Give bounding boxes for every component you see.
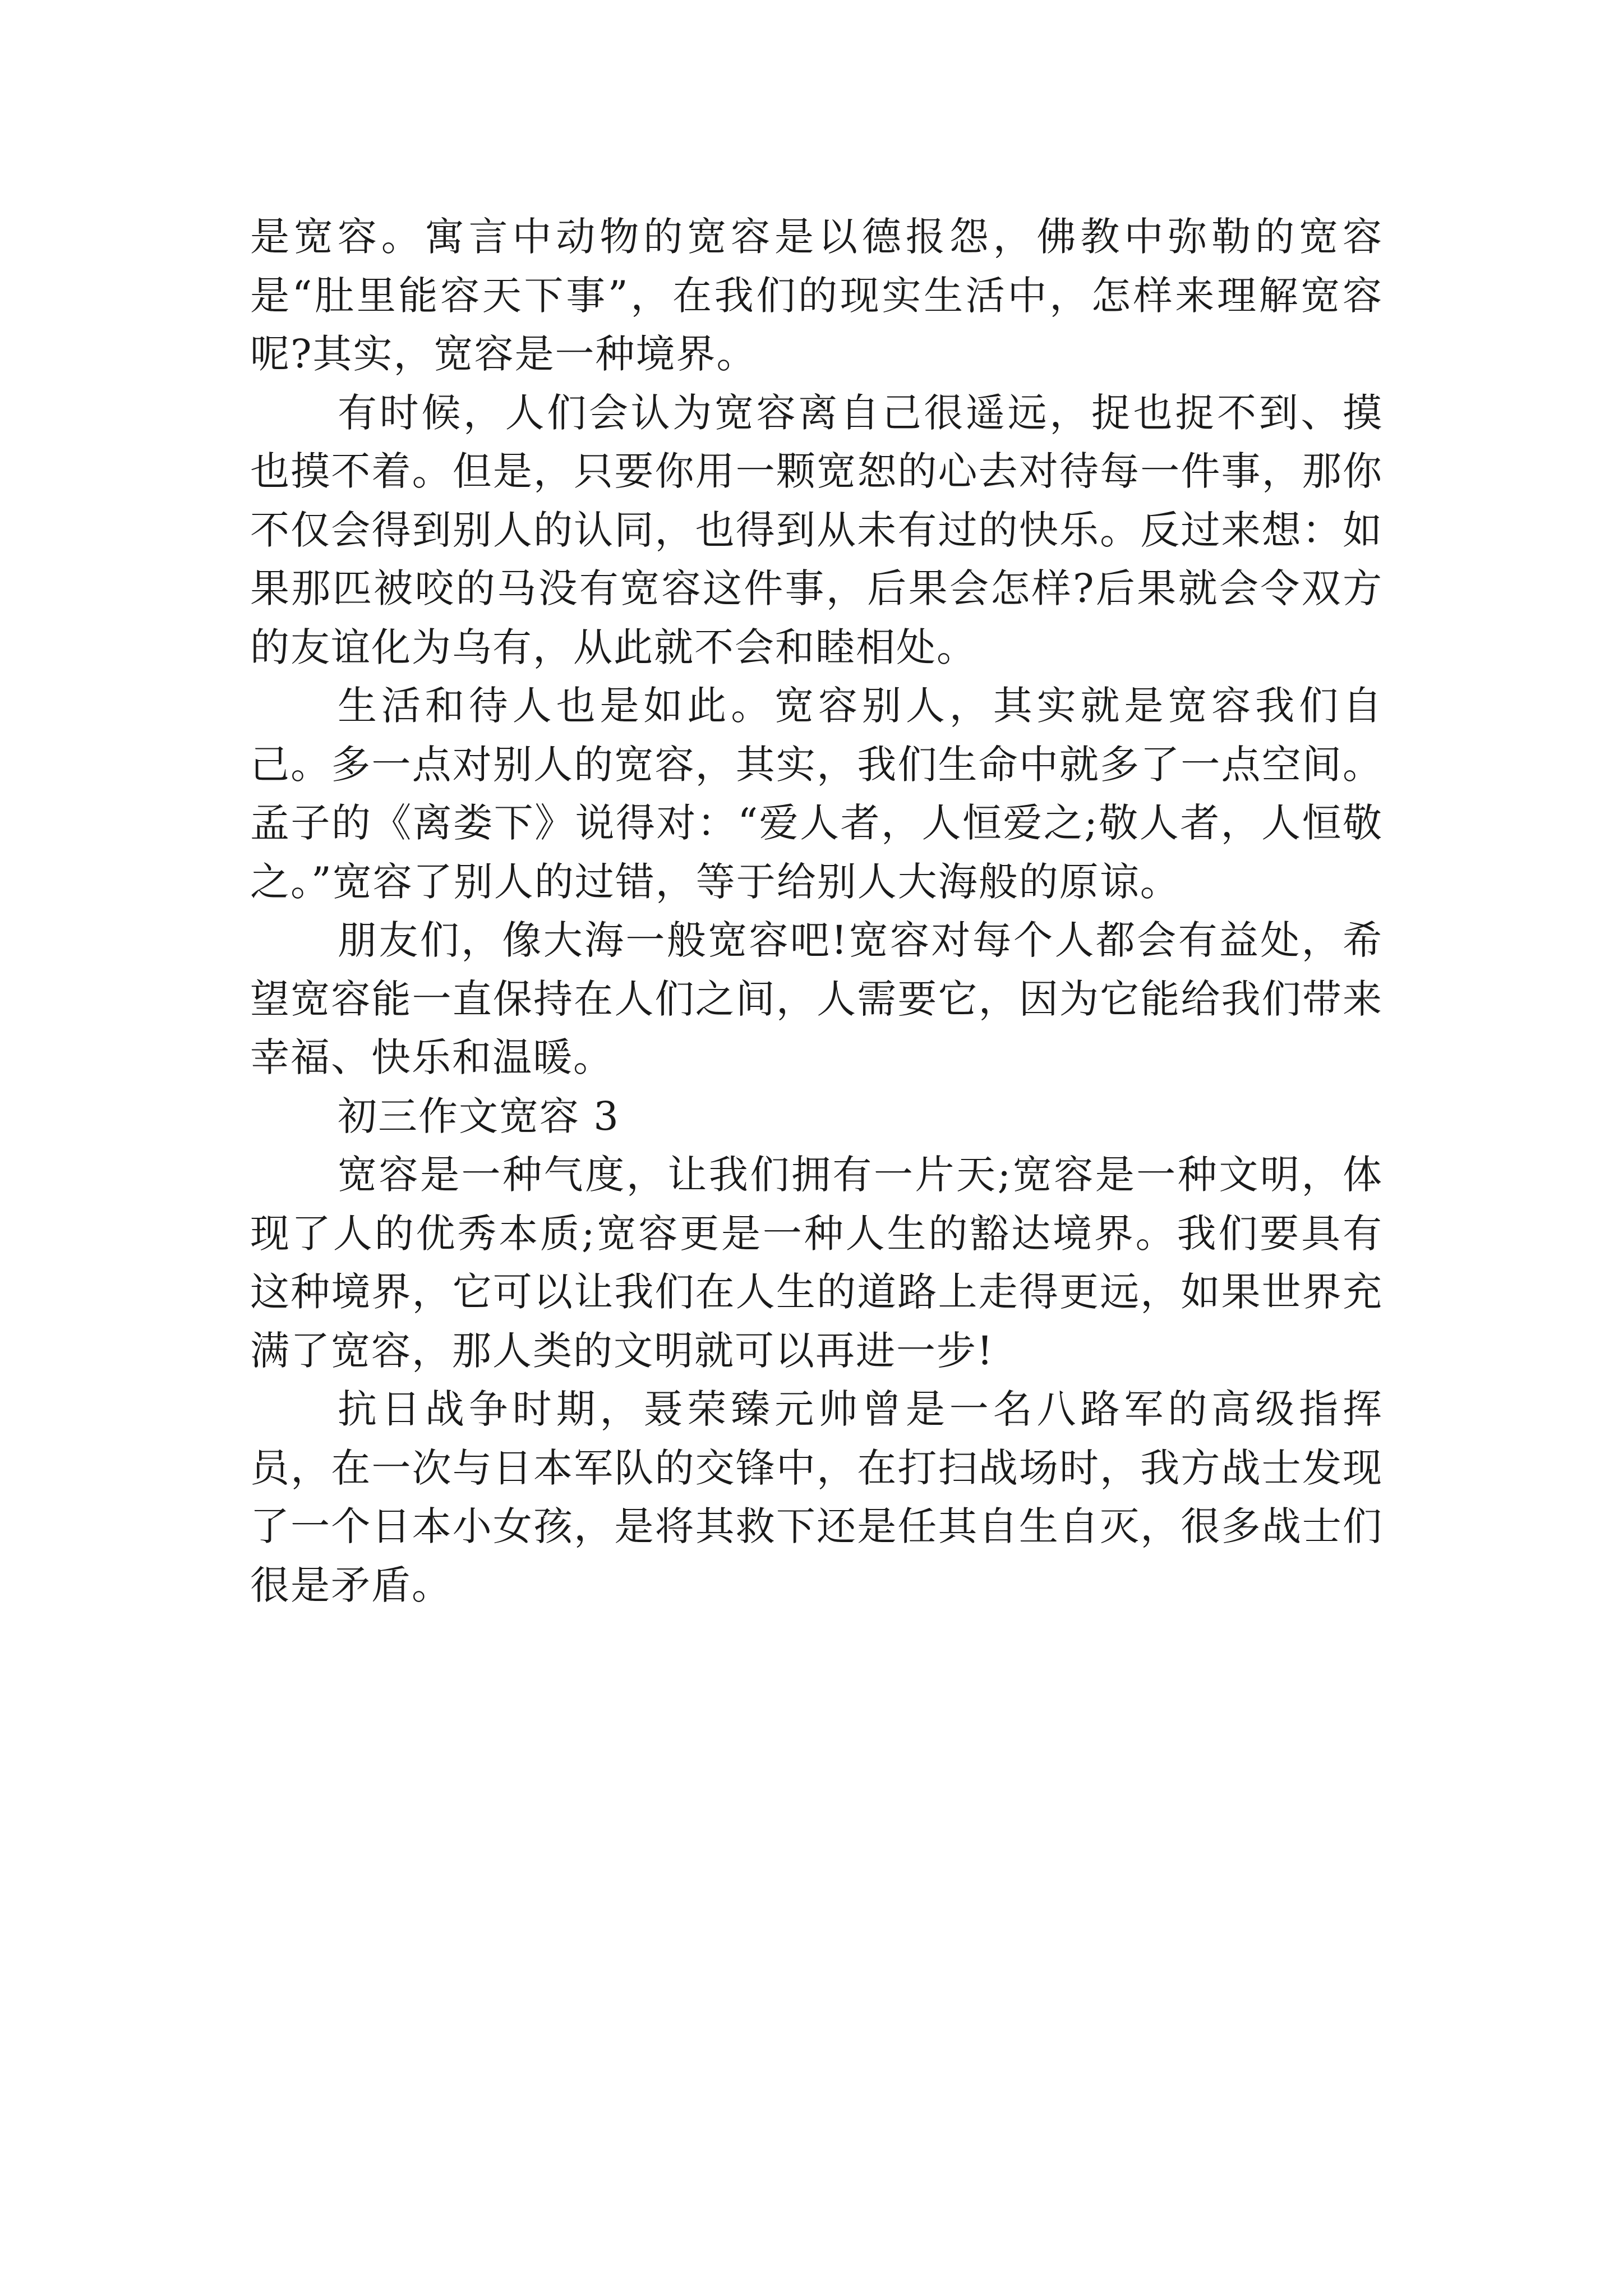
document-body — [250, 208, 1383, 1614]
section-heading: 初三作文宽容 3 — [338, 1093, 620, 1139]
paragraph-life-and-people: 生活和待人也是如此。宽容别人，其实就是宽容我们自己。多一点对别人的宽容，其实，我们生命中就多了一点空间。孟子的《离娄下》说得对：“爱人者，人恒爱之;敬人者，人恒敬之。”宽容了别人的过错，等于给别人大海般的原谅。 — [250, 683, 1383, 905]
paragraph-war-story: 抗日战争时期，聂荣臻元帅曾是一名八路军的高级指挥员，在一次与日本军队的交锋中，在打扫战场时，我方战士发现了一个日本小女孩，是将其救下还是任其自生自灭，很多战士们很是矛盾。 — [250, 1386, 1383, 1608]
paragraph-tolerance-definition: 宽容是一种气度，让我们拥有一片天;宽容是一种文明，体现了人的优秀本质;宽容更是一种人生的豁达境界。我们要具有这种境界，它可以让我们在人生的道路上走得更远，如果世界充满了宽容，那人类的文明就可以再进一步! — [250, 1152, 1383, 1374]
paragraph-continuation: 是宽容。寓言中动物的宽容是以德报怨，佛教中弥勒的宽容是“肚里能容天下事”，在我们的现实生活中，怎样来理解宽容呢?其实，宽容是一种境界。 — [250, 214, 1383, 377]
paragraph-tolerance-distance: 有时候，人们会认为宽容离自己很遥远，捉也捉不到、摸也摸不着。但是，只要你用一颗宽恕的心去对待每一件事，那你不仅会得到别人的认同，也得到从未有过的快乐。反过来想：如果那匹被咬的马没有宽容这件事，后果会怎样?后果就会令双方的友谊化为乌有，从此就不会和睦相处。 — [250, 389, 1383, 670]
paragraph-friends: 朋友们，像大海一般宽容吧!宽容对每个人都会有益处，希望宽容能一直保持在人们之间，人需要它，因为它能给我们带来幸福、快乐和温暖。 — [250, 917, 1383, 1080]
